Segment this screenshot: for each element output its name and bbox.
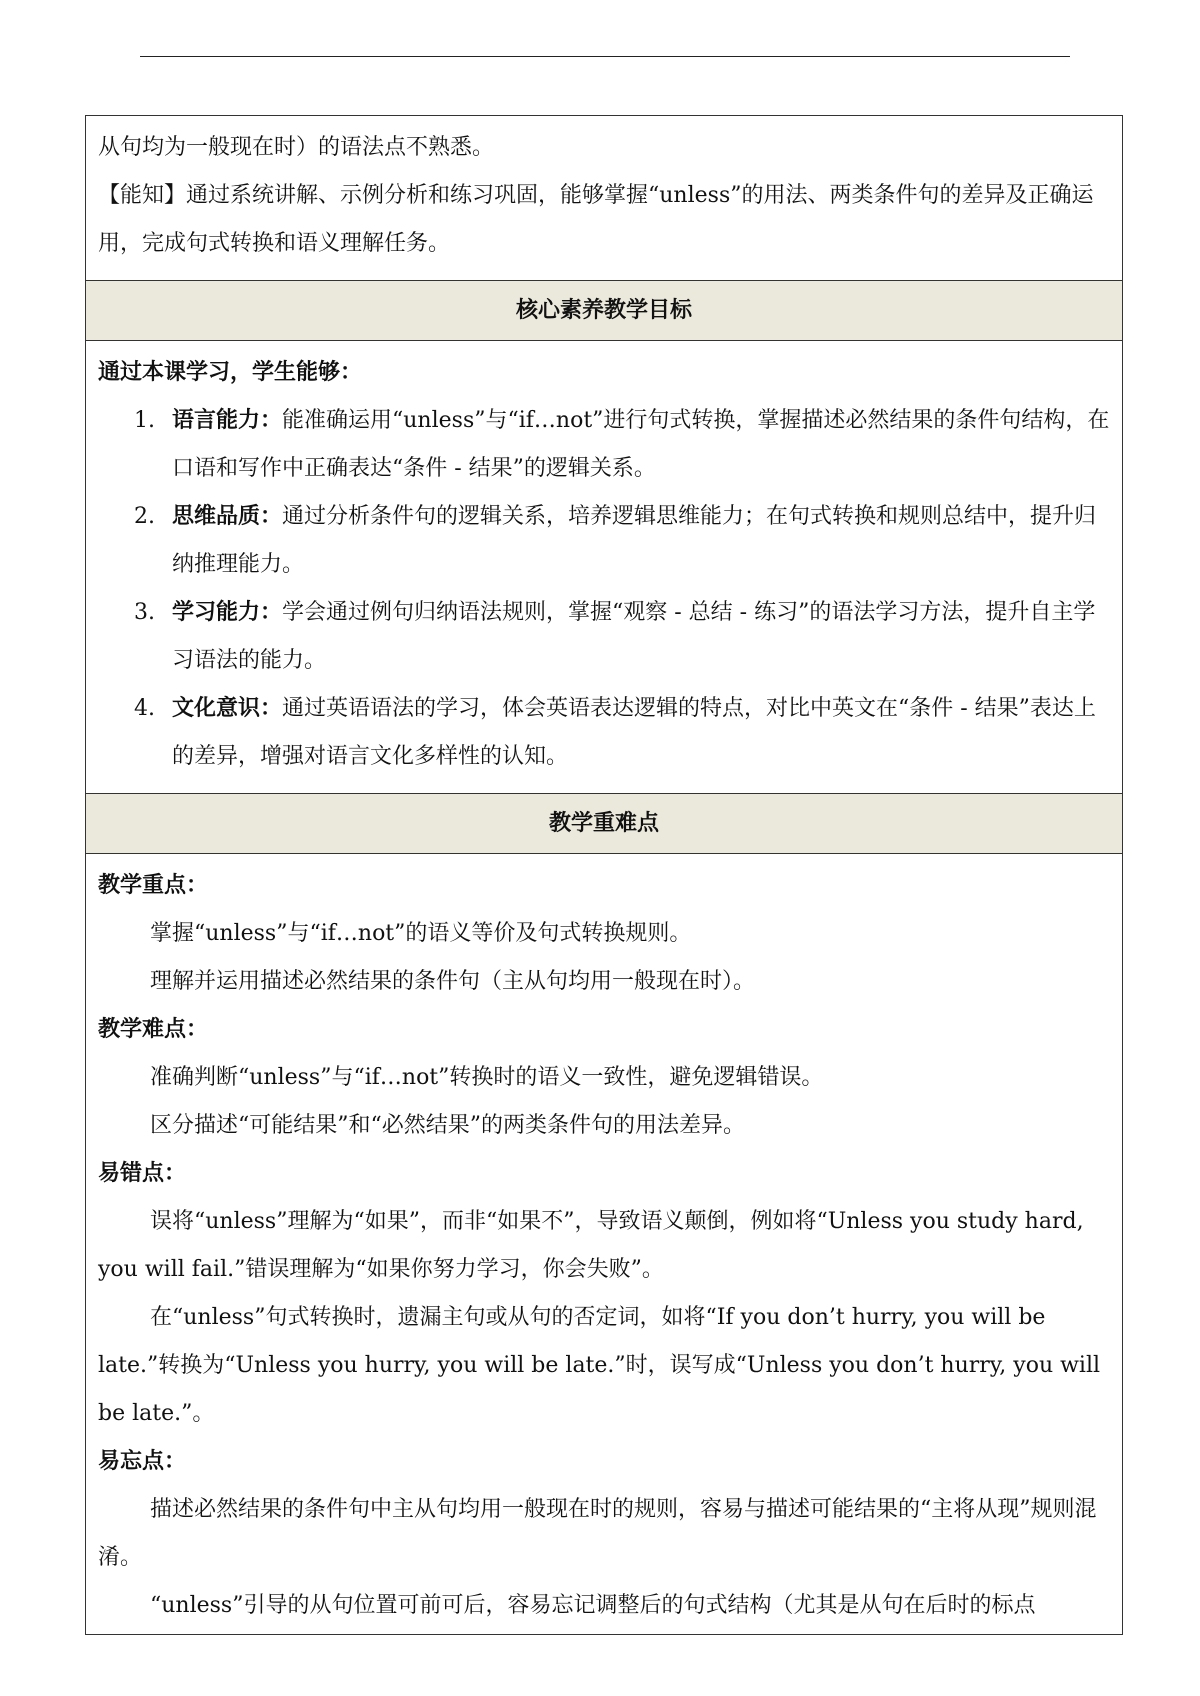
- nengzhi-text: 通过系统讲解、示例分析和练习巩固，能够掌握“unless”的用法、两类条件句的差异及正确运用，完成句式转换和语义理解任务。: [98, 183, 1094, 256]
- difficulty-item: 区分描述“可能结果”和“必然结果”的两类条件句的用法差异。: [150, 1113, 745, 1138]
- focus-label: 教学重点：: [98, 873, 209, 898]
- header-rule: [140, 56, 1070, 57]
- lesson-plan-table: [85, 115, 1123, 1635]
- continued-line: 从句均为一般现在时）的语法点不熟悉。: [98, 135, 495, 160]
- error-item: 在“unless”句式转换时，遗漏主句或从句的否定词，如将“If you don’t hurry, you will be late.”转换为“Unless you hurry, you will be late.”时，误写成“Unless you don’t hurry, you will be late.”。: [98, 1305, 1101, 1426]
- core-goal-item: [98, 397, 1110, 493]
- core-goal-item: [98, 589, 1110, 685]
- core-literacy-header: 核心素养教学目标: [86, 281, 1122, 341]
- forget-item: “unless”引导的从句位置可前可后，容易忘记调整后的句式结构（尤其是从句在后时的标点: [150, 1593, 1036, 1618]
- forget-label: 易忘点：: [98, 1449, 187, 1474]
- item-label: 语言能力：: [172, 408, 283, 433]
- focus-item: 理解并运用描述必然结果的条件句（主从句均用一般现在时）。: [150, 969, 756, 994]
- core-intro: 通过本课学习，学生能够：: [98, 360, 363, 385]
- difficulty-item: 准确判断“unless”与“if…not”转换时的语义一致性，避免逻辑错误。: [150, 1065, 824, 1090]
- error-item: 误将“unless”理解为“如果”，而非“如果不”，导致语义颠倒，例如将“Unless you study hard, you will fail.”错误理解为“如果你努力学习，你会失败”。: [98, 1209, 1084, 1282]
- focus-item: 掌握“unless”与“if…not”的语义等价及句式转换规则。: [150, 921, 692, 946]
- item-label: 文化意识：: [172, 696, 283, 721]
- forget-item: 描述必然结果的条件句中主从句均用一般现在时的规则，容易与描述可能结果的“主将从现”规则混淆。: [98, 1497, 1097, 1570]
- objectives-continued-cell: [86, 116, 1122, 281]
- item-text: 通过英语语法的学习，体会英语表达逻辑的特点，对比中英文在“条件 - 结果”表达上的差异，增强对语言文化多样性的认知。: [172, 696, 1096, 769]
- item-text: 通过分析条件句的逻辑关系，培养逻辑思维能力；在句式转换和规则总结中，提升归纳推理能力。: [172, 504, 1097, 577]
- core-goal-list: [98, 397, 1110, 781]
- core-goal-item: [98, 685, 1110, 781]
- core-literacy-cell: [86, 341, 1122, 794]
- item-number: 2.: [134, 504, 155, 529]
- item-text: 能准确运用“unless”与“if…not”进行句式转换，掌握描述必然结果的条件句结构，在口语和写作中正确表达“条件 - 结果”的逻辑关系。: [172, 408, 1110, 481]
- item-label: 思维品质：: [172, 504, 283, 529]
- item-number: 3.: [134, 600, 155, 625]
- item-text: 学会通过例句归纳语法规则，掌握“观察 - 总结 - 练习”的语法学习方法，提升自主学习语法的能力。: [172, 600, 1096, 673]
- key-points-cell: [86, 854, 1122, 1634]
- key-points-header: 教学重难点: [86, 794, 1122, 854]
- nengzhi-tag: 【能知】: [98, 183, 187, 208]
- item-number: 1.: [134, 408, 155, 433]
- item-label: 学习能力：: [172, 600, 283, 625]
- core-goal-item: [98, 493, 1110, 589]
- error-label: 易错点：: [98, 1161, 187, 1186]
- nengzhi-paragraph: [98, 172, 1110, 268]
- item-number: 4.: [134, 696, 155, 721]
- difficulty-label: 教学难点：: [98, 1017, 209, 1042]
